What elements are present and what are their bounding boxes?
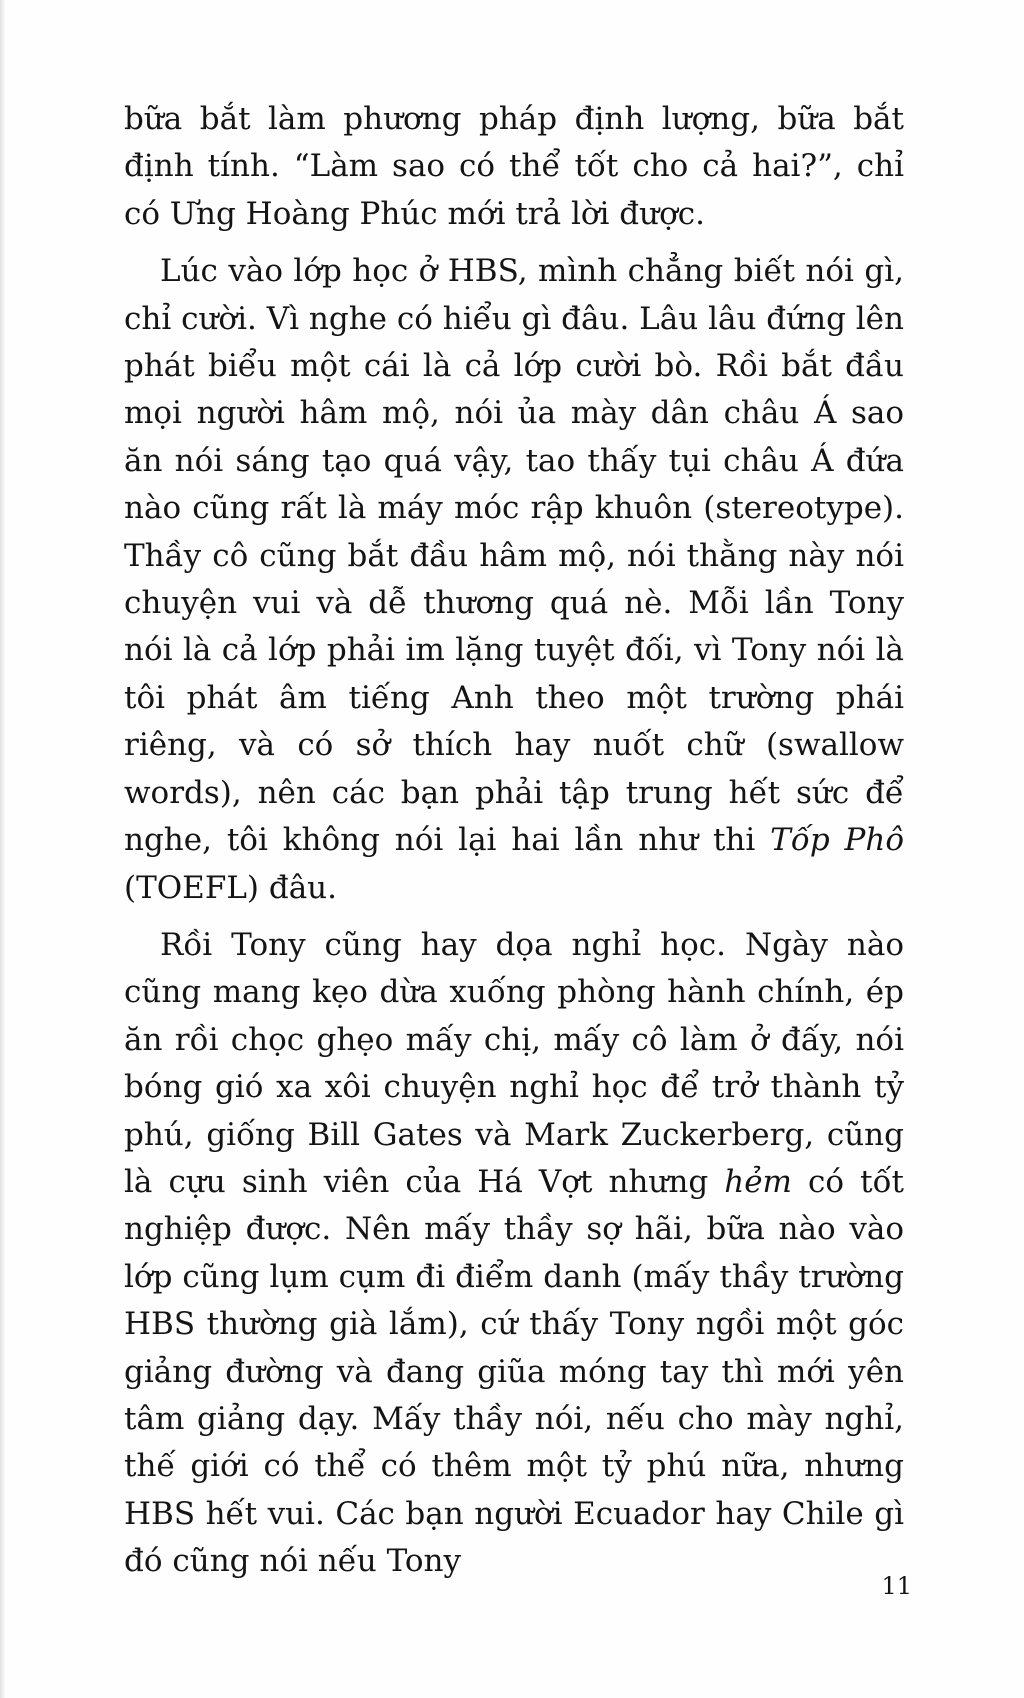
paragraph-1 — [124, 96, 904, 238]
paragraph-2-text-b: (TOEFL) đâu. — [124, 869, 338, 906]
page-edge-shadow — [0, 0, 6, 1698]
paragraph-3-text-a: Rồi Tony cũng hay dọa nghỉ học. Ngày nào cũng mang kẹo dừa xuống phòng hành chính, ép ăn rồi chọc ghẹo mấy chị, mấy cô làm ở đấy, nói bóng gió xa xôi chuyện nghỉ học để trở thành tỷ phú, giống Bill Gates và Mark Zuckerberg, cũng là cựu sinh viên của Há Vợt nhưng — [124, 926, 904, 1200]
paragraph-2 — [124, 248, 904, 912]
paragraph-2-text-a: Lúc vào lớp học ở HBS, mình chẳng biết nói gì, chỉ cười. Vì nghe có hiểu gì đâu. Lâu lâu đứng lên phát biểu một cái là cả lớp cười bò. Rồi bắt đầu mọi người hâm mộ, nói ủa mày dân châu Á sao ăn nói sáng tạo quá vậy, tao thấy tụi châu Á đứa nào cũng rất là máy móc rập khuôn (stereotype). Thầy cô cũng bắt đầu hâm mộ, nói thằng này nói chuyện vui và dễ thương quá nè. Mỗi lần Tony nói là cả lớp phải im lặng tuyệt đối, vì Tony nói là tôi phát âm tiếng Anh theo một trường phái riêng, và có sở thích hay nuốt chữ (swallow words), nên các bạn phải tập trung hết sức để nghe, tôi không nói lại hai lần như thi — [124, 253, 904, 859]
paragraph-1-text: bữa bắt làm phương pháp định lượng, bữa bắt định tính. “Làm sao có thể tốt cho cả hai?”, chỉ có Ưng Hoàng Phúc mới trả lời được. — [124, 101, 904, 232]
italic-term-hem: hẻm — [724, 1163, 792, 1200]
paragraph-3-text-b: có tốt nghiệp được. Nên mấy thầy sợ hãi, bữa nào vào lớp cũng lụm cụm đi điểm danh (mấy thầy trường HBS thường già lắm), cứ thấy Tony ngồi một góc giảng đường và đang giũa móng tay thì mới yên tâm giảng dạy. Mấy thầy nói, nếu cho mày nghỉ, thế giới có thể có thêm một tỷ phú nữa, nhưng HBS hết vui. Các bạn người Ecuador hay Chile gì đó cũng nói nếu Tony — [124, 1163, 904, 1580]
italic-term-toefl: Tốp Phô — [770, 822, 904, 859]
body-text — [124, 96, 904, 1596]
paragraph-3 — [124, 922, 904, 1586]
page-number: 11 — [881, 1572, 912, 1600]
